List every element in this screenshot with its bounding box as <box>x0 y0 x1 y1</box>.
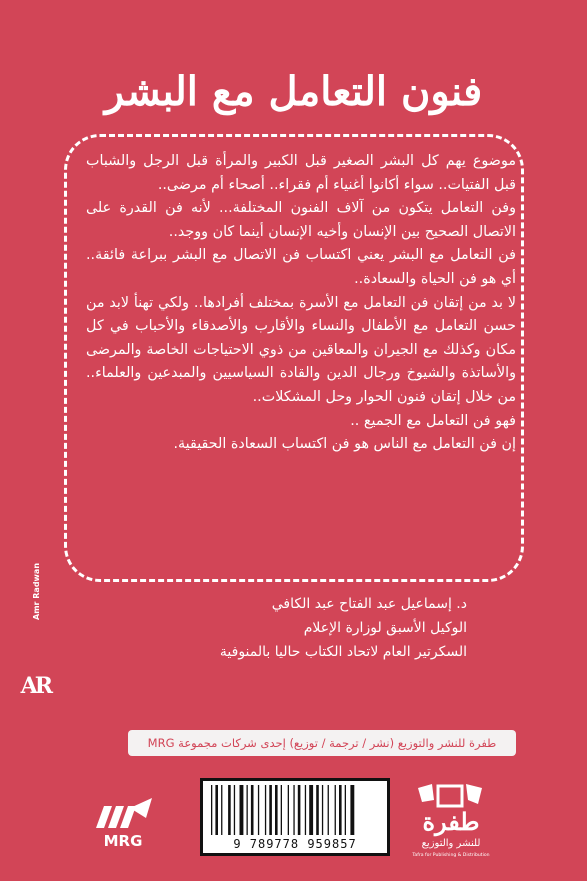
blurb-paragraph: إن فن التعامل مع الناس هو فن اكتساب السعادة الحقيقية. <box>173 436 516 453</box>
author-signature <box>137 592 467 664</box>
designer-name: Amr Radwan <box>32 562 41 620</box>
barcode-bars <box>209 785 381 835</box>
tafra-logo-icon <box>410 782 492 860</box>
designer-initials: AR <box>20 673 50 699</box>
tafra-logo-en: Tafra for Publishing & Distribution <box>412 853 490 858</box>
signature-title: السكرتير العام لاتحاد الكتاب حاليا بالمنوفية <box>219 644 467 660</box>
signature-name: د. إسماعيل عبد الفتاح عبد الكافي <box>271 596 467 612</box>
isbn-number: 9 789778 959857 <box>233 837 357 851</box>
blurb-paragraph: لا بد من إتقان فن التعامل مع الأسرة بمختلف أفرادها.. ولكي تهنأ لابد من حسن التعامل مع الأطفال والنساء والأقارب والأصدقاء والأحباب في كل مكان وكذلك مع الجيران والمعاقين من ذوي الاحتياجات الخاصة والمرضى والأساتذة والشيوخ ورجال الدين والقادة السياسيين والمبدعين والعلماء.. من خلال إتقان فنون الحوار وحل المشكلات.. <box>86 294 516 405</box>
isbn-barcode <box>200 778 390 856</box>
book-title: فنون التعامل مع البشر <box>104 68 483 115</box>
blurb-paragraph: وفن التعامل يتكون من آلاف الفنون المختلفة... لأنه فن القدرة على الاتصال الصحيح بين الإنسان وأخيه الإنسان أينما كان ووجد.. <box>86 200 516 240</box>
signature-title: الوكيل الأسبق لوزارة الإعلام <box>303 620 467 636</box>
blurb-text <box>86 150 516 457</box>
blurb-paragraph: فهو فن التعامل مع الجميع .. <box>350 412 516 429</box>
tafra-logo-sub: للنشر والتوزيع <box>421 838 481 849</box>
designer-mark <box>14 562 50 718</box>
tafra-logo-name: طفرة <box>422 807 480 836</box>
blurb-paragraph: فن التعامل مع البشر يعني اكتساب فن الاتصال مع البشر ببراعة فائقة.. أي هو فن الحياة والسعادة.. <box>86 247 516 287</box>
mrg-logo-text: MRG <box>103 832 143 850</box>
blurb-paragraph: موضوع يهم كل البشر الصغير قبل الكبير والمرأة قبل الرجل والشباب قبل الفتيات.. سواء أكانوا أغنياء أم فقراء.. أصحاء أم مرضى.. <box>86 153 516 193</box>
publisher-banner: طفرة للنشر والتوزيع (نشر / ترجمة / توزيع) إحدى شركات مجموعة MRG <box>128 730 516 756</box>
mrg-logo-icon <box>90 792 156 850</box>
